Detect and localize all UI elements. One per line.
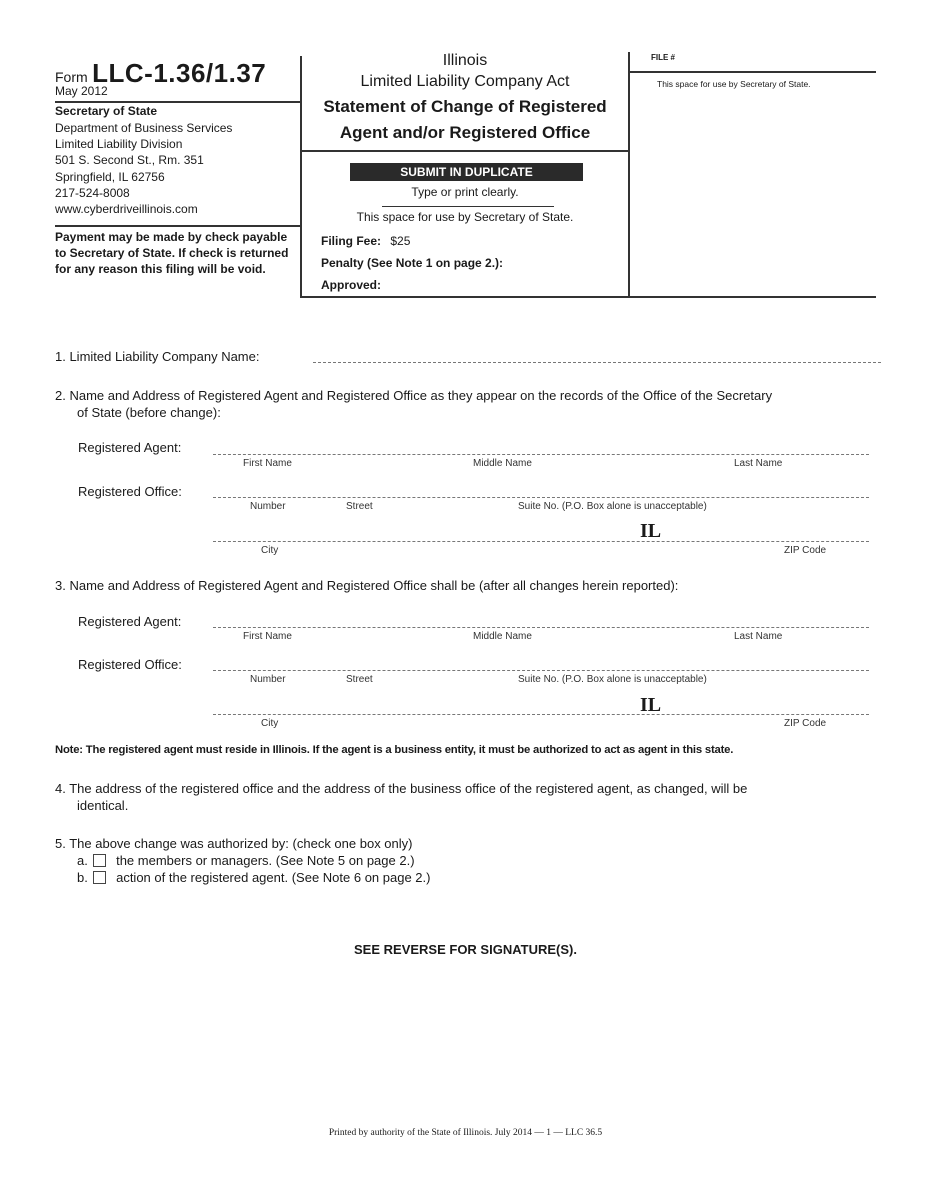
after-agent-field[interactable] (213, 627, 869, 628)
address-line: Limited Liability Division (55, 137, 183, 152)
option-a-letter: a. (77, 853, 88, 868)
address-line: 217-524-8008 (55, 185, 130, 200)
before-first-name-caption: First Name (243, 458, 292, 469)
before-zip-caption: ZIP Code (784, 545, 827, 556)
after-number-caption: Number (250, 674, 286, 685)
after-zip-caption: ZIP Code (784, 718, 827, 729)
after-street-caption: Street (346, 674, 373, 685)
before-state-il: IL (640, 520, 662, 542)
before-city-caption: City (261, 545, 279, 556)
option-b-checkbox[interactable] (93, 871, 106, 884)
see-reverse-note: SEE REVERSE FOR SIGNATURE(S). (354, 942, 577, 957)
item-5-block (55, 835, 885, 886)
item-4-line2: identical. (77, 798, 129, 813)
address-line: Springfield, IL 62756 (55, 169, 165, 184)
after-agent-label: Registered Agent: (78, 614, 182, 629)
item-3-label: 3. Name and Address of Registered Agent and Registered Office shall be (after all changes herein reported): (55, 578, 679, 593)
item-1-label: 1. Limited Liability Company Name: (55, 349, 260, 364)
item-2-line1: 2. Name and Address of Registered Agent and Registered Office as they appear on the records of the Office of the Secretary (55, 388, 773, 403)
item-5-label: 5. The above change was authorized by: (check one box only) (55, 836, 413, 851)
before-street-caption: Street (346, 501, 373, 512)
agent-residency-note: Note: The registered agent must reside in Illinois. If the agent is a business entity, it must be authorized to act as agent in this state. (55, 744, 734, 756)
after-office-label: Registered Office: (78, 657, 182, 672)
form-prefix: Form (55, 69, 88, 85)
item-4-text (55, 780, 885, 814)
option-a-checkbox[interactable] (93, 854, 106, 867)
file-number-line (628, 71, 876, 73)
header-divider-left (55, 101, 300, 103)
short-divider (382, 206, 554, 207)
filing-fee (321, 234, 410, 248)
state-name: Illinois (442, 52, 488, 69)
option-a-label: the members or managers. (See Note 5 on page 2.) (116, 853, 415, 868)
before-office-city-field[interactable] (213, 541, 869, 542)
filing-fee-value: $25 (390, 234, 411, 248)
form-number-value: LLC-1.36/1.37 (92, 58, 267, 88)
item-4-line1: 4. The address of the registered office and the address of the business office of the registered agent, as changed, will be (55, 781, 748, 796)
address-line: Department of Business Services (55, 121, 233, 135)
title-divider (300, 150, 630, 152)
website-link[interactable]: www.cyberdriveillinois.com (55, 202, 198, 217)
before-last-name-caption: Last Name (734, 458, 783, 469)
form-title-line2: Agent and/or Registered Office (339, 123, 591, 142)
submit-banner: SUBMIT IN DUPLICATE (350, 163, 583, 181)
before-agent-label: Registered Agent: (78, 440, 182, 455)
after-last-name-caption: Last Name (734, 631, 783, 642)
llc-name-field[interactable] (313, 362, 881, 363)
filing-fee-label: Filing Fee: (321, 234, 381, 248)
column-divider-2 (628, 52, 630, 296)
office-address (55, 120, 232, 217)
after-office-city-field[interactable] (213, 714, 869, 715)
column-divider-1 (300, 56, 302, 296)
address-line: 501 S. Second St., Rm. 351 (55, 153, 204, 168)
after-city-caption: City (261, 718, 279, 729)
before-middle-name-caption: Middle Name (473, 458, 532, 469)
printed-by-footer: Printed by authority of the State of Illinois. July 2014 — 1 — LLC 36.5 (328, 1128, 603, 1138)
option-b-letter: b. (77, 870, 88, 885)
item-2-text (55, 387, 885, 421)
office-title: Secretary of State (55, 104, 158, 118)
form-date: May 2012 (55, 84, 108, 98)
approved-label: Approved: (321, 278, 381, 292)
act-name: Limited Liability Company Act (360, 73, 570, 90)
before-office-street-field[interactable] (213, 497, 869, 498)
option-b-label: action of the registered agent. (See Note 6 on page 2.) (116, 870, 431, 885)
before-office-label: Registered Office: (78, 484, 182, 499)
payment-note: Payment may be made by check payable to Secretary of State. If check is returned for any reason this filing will be void. (55, 230, 289, 277)
after-suite-caption: Suite No. (P.O. Box alone is unacceptable) (518, 674, 707, 685)
after-state-il: IL (640, 694, 662, 716)
type-print-note: Type or print clearly. (411, 185, 519, 199)
item-2-line2: of State (before change): (77, 405, 221, 420)
before-suite-caption: Suite No. (P.O. Box alone is unacceptable) (518, 501, 707, 512)
option-b-row (55, 869, 885, 886)
form-title-line1: Statement of Change of Registered (323, 97, 607, 116)
before-number-caption: Number (250, 501, 286, 512)
space-note-center: This space for use by Secretary of State. (356, 210, 574, 224)
before-agent-field[interactable] (213, 454, 869, 455)
payment-divider (55, 225, 300, 227)
after-first-name-caption: First Name (243, 631, 292, 642)
file-number-label: FILE # (651, 53, 676, 62)
penalty-label: Penalty (See Note 1 on page 2.): (321, 256, 504, 270)
option-a-row (55, 852, 885, 869)
after-middle-name-caption: Middle Name (473, 631, 532, 642)
space-note-right: This space for use by Secretary of State. (657, 79, 811, 89)
header-bottom-line (300, 296, 876, 298)
after-office-street-field[interactable] (213, 670, 869, 671)
